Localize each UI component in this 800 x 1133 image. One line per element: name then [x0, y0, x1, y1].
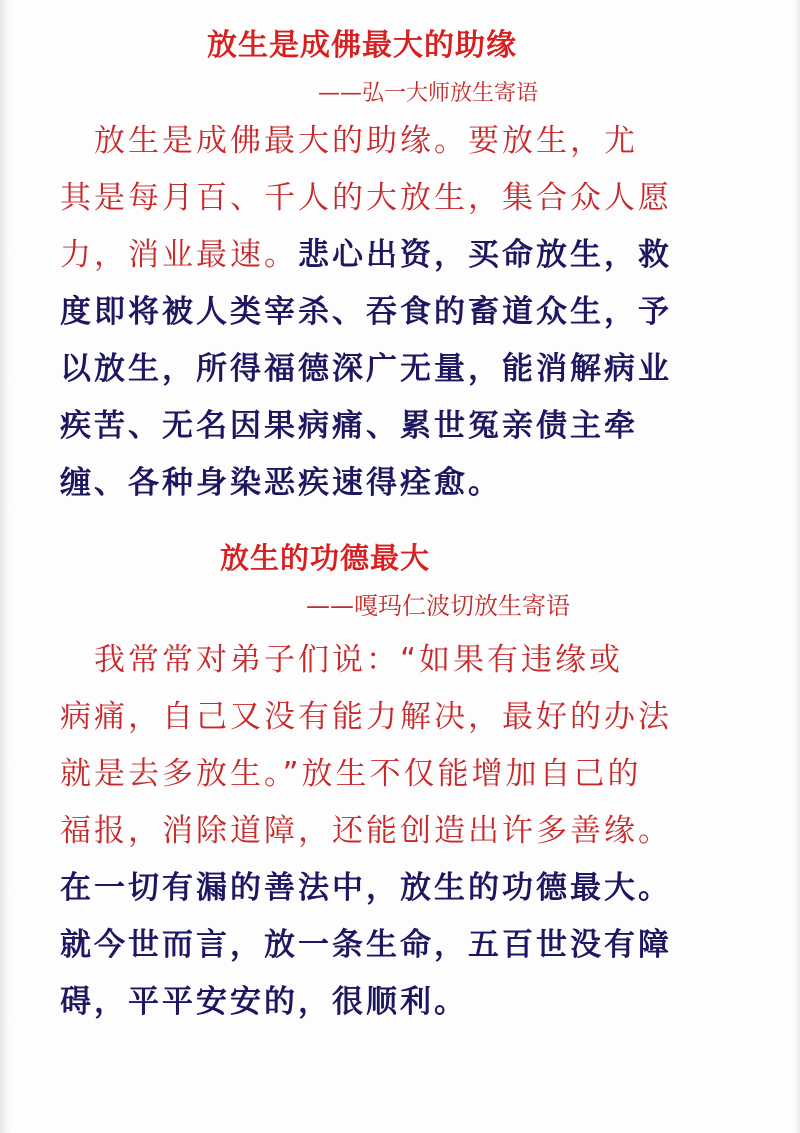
- text-segment: 以放生，所得福德深广无量，能消解病业: [60, 351, 672, 387]
- body-line: [60, 803, 672, 860]
- body-line: [60, 113, 672, 170]
- body-line: [60, 284, 672, 341]
- text-segment: 就是去多放生。”放生不仅能增加自己的: [60, 756, 642, 792]
- section-1-body: [60, 113, 672, 512]
- text-segment: 就今世而言，放一条生命，五百世没有障: [60, 927, 672, 963]
- section-1-attribution: ——弘一大师放生寄语: [318, 81, 539, 106]
- section-1-title: 放生是成佛最大的助缘: [207, 28, 517, 63]
- page-right-shadow: [794, 0, 800, 1133]
- body-line: [60, 917, 672, 974]
- text-segment: 福报，消除道障，还能创造出许多善缘。: [60, 813, 672, 849]
- body-line: [60, 746, 672, 803]
- body-line: [60, 455, 672, 512]
- text-segment: 我常常对弟子们说：“如果有违缘或: [60, 642, 624, 678]
- text-segment: 碍，平平安安的，很顺利。: [60, 984, 468, 1020]
- text-segment: 疾苦、无名因果病痛、累世冤亲债主牵: [60, 408, 638, 444]
- body-line: [60, 398, 672, 455]
- text-segment: 其是每月百、千人的大放生，集合众人愿: [60, 180, 672, 216]
- section-2-title: 放生的功德最大: [220, 541, 431, 575]
- body-line: [60, 170, 672, 227]
- text-segment: 悲心出资，买命放生，救: [298, 237, 672, 273]
- page-left-shadow: [0, 0, 10, 1133]
- body-line: [60, 227, 672, 284]
- body-line: [60, 689, 672, 746]
- body-line: [60, 860, 672, 917]
- body-line: [60, 632, 672, 689]
- body-line: [60, 974, 672, 1031]
- section-2-body: [60, 632, 672, 1031]
- text-segment: 度即将被人类宰杀、吞食的畜道众生，予: [60, 294, 672, 330]
- section-2-attribution: ——嘎玛仁波切放生寄语: [306, 592, 570, 620]
- text-segment: 放生是成佛最大的助缘。要放生，尤: [60, 123, 638, 159]
- text-segment: 在一切有漏的善法中，放生的功德最大。: [60, 870, 672, 906]
- text-segment: 缠、各种身染恶疾速得痊愈。: [60, 465, 502, 501]
- body-line: [60, 341, 672, 398]
- text-segment: 病痛，自己又没有能力解决，最好的办法: [60, 699, 672, 735]
- text-segment: 力，消业最速。: [60, 237, 298, 273]
